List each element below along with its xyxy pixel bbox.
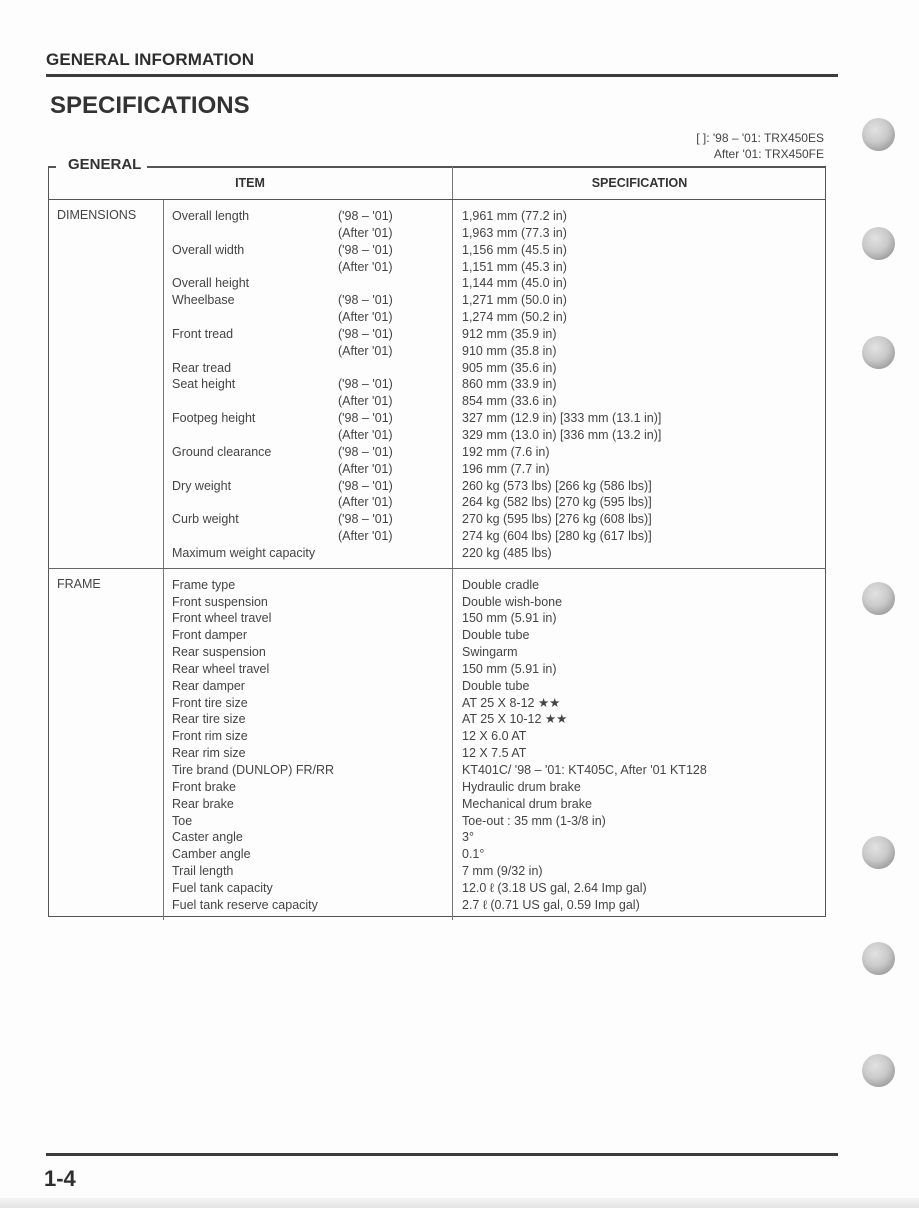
list-item: Camber angle <box>172 847 251 862</box>
list-item: Rear tire size <box>172 712 246 727</box>
list-item: Overall height <box>172 276 250 291</box>
group-label: DIMENSIONS <box>48 200 164 569</box>
list-item: Fuel tank capacity <box>172 880 273 895</box>
value-list <box>453 200 827 569</box>
list-item: (After '01) <box>338 343 393 358</box>
section-tab-dot-icon <box>862 227 895 260</box>
spec-value: Double tube <box>462 678 530 693</box>
spec-value: 150 mm (5.91 in) <box>462 661 557 676</box>
list-item: (After '01) <box>338 394 393 409</box>
list-item: Frame type <box>172 577 236 592</box>
group-label: FRAME <box>48 568 164 919</box>
section-tab-dot-icon <box>862 336 895 369</box>
list-item: Wheelbase ('98 – '01) <box>172 293 393 308</box>
spec-value: Double wish-bone <box>462 594 563 609</box>
spec-value: 1,144 mm (45.0 in) <box>462 276 567 291</box>
spec-value: Double tube <box>462 628 530 643</box>
list-item: Front tread ('98 – '01) <box>172 326 393 341</box>
legend-line-es: [ ]: '98 – '01: TRX450ES <box>696 131 824 145</box>
list-item: Rear suspension <box>172 645 266 660</box>
section-tab-dot-icon <box>862 582 895 615</box>
list-item: Maximum weight capacity <box>172 545 316 560</box>
item-list <box>164 200 453 569</box>
list-item: Front brake <box>172 779 236 794</box>
spec-value: 854 mm (33.6 in) <box>462 394 557 409</box>
list-item: (After '01) <box>338 259 393 274</box>
group-row-dimensions <box>48 200 826 569</box>
model-legend-note <box>696 130 824 162</box>
spec-value: 3° <box>462 830 474 845</box>
section-tab-dot-icon <box>862 836 895 869</box>
list-item: Front rim size <box>172 729 248 744</box>
spec-value: 196 mm (7.7 in) <box>462 461 550 476</box>
list-item: Seat height ('98 – '01) <box>172 377 393 392</box>
item-list <box>164 568 453 919</box>
list-item: Dry weight ('98 – '01) <box>172 478 393 493</box>
page-title: SPECIFICATIONS <box>50 92 250 119</box>
list-item: Rear damper <box>172 678 245 693</box>
value-list <box>453 568 827 919</box>
list-item: Front wheel travel <box>172 611 272 626</box>
list-item: Toe <box>172 813 193 828</box>
spec-value: 12 X 6.0 AT <box>462 729 527 744</box>
header-rule <box>46 74 838 77</box>
footer-rule <box>46 1153 838 1156</box>
column-header-specification: SPECIFICATION <box>453 166 827 200</box>
spec-value: 860 mm (33.9 in) <box>462 377 557 392</box>
list-item: (After '01) <box>338 310 393 325</box>
spec-value: AT 25 X 8-12 ★★ <box>462 695 561 710</box>
spec-value: KT401C/ '98 – '01: KT405C, After '01 KT128 <box>462 763 707 777</box>
list-item: (After '01) <box>338 225 393 240</box>
spec-value: 912 mm (35.9 in) <box>462 326 557 341</box>
column-header-item: ITEM <box>48 166 453 200</box>
section-tab-dot-icon <box>862 118 895 151</box>
list-item: (After '01) <box>338 529 393 544</box>
spec-value: 0.1° <box>462 847 485 862</box>
list-item: Front tire size <box>172 695 248 710</box>
spec-value: 12 X 7.5 AT <box>462 746 527 761</box>
spec-value: 270 kg (595 lbs) [276 kg (608 lbs)] <box>462 512 652 527</box>
page-bottom-edge <box>0 1198 919 1208</box>
list-item: Overall width ('98 – '01) <box>172 242 393 257</box>
list-item: Front suspension <box>172 594 268 609</box>
spec-value: 1,963 mm (77.3 in) <box>462 225 567 240</box>
list-item: Curb weight ('98 – '01) <box>172 512 393 527</box>
list-item: (After '01) <box>338 461 393 476</box>
running-head: GENERAL INFORMATION <box>46 50 255 69</box>
page-number: 1-4 <box>44 1166 76 1191</box>
spec-value: 192 mm (7.6 in) <box>462 444 550 459</box>
spec-value: 150 mm (5.91 in) <box>462 611 557 626</box>
spec-value: 327 mm (12.9 in) [333 mm (13.1 in)] <box>462 411 662 426</box>
table-header-row <box>48 166 826 200</box>
section-tab-dot-icon <box>862 1054 895 1087</box>
spec-value: 1,274 mm (50.2 in) <box>462 310 567 325</box>
legend-line-fe: After '01: TRX450FE <box>713 147 824 161</box>
spec-value: 7 mm (9/32 in) <box>462 864 543 879</box>
spec-value: Mechanical drum brake <box>462 796 592 811</box>
spec-value: 1,961 mm (77.2 in) <box>462 209 567 223</box>
spec-value: AT 25 X 10-12 ★★ <box>462 712 568 727</box>
spec-value: 1,271 mm (50.0 in) <box>462 293 567 308</box>
spec-value: 910 mm (35.8 in) <box>462 343 557 358</box>
spec-value: 905 mm (35.6 in) <box>462 360 557 375</box>
spec-value: 329 mm (13.0 in) [336 mm (13.2 in)] <box>462 427 662 442</box>
list-item: Rear wheel travel <box>172 661 270 676</box>
spec-value: Double cradle <box>462 577 540 592</box>
list-item: Rear tread <box>172 360 232 375</box>
section-label-general: GENERAL <box>68 156 142 173</box>
list-item: Rear brake <box>172 796 234 811</box>
spec-value: 1,156 mm (45.5 in) <box>462 242 567 257</box>
spec-value: Swingarm <box>462 645 518 660</box>
spec-value: 1,151 mm (45.3 in) <box>462 259 567 274</box>
list-item: (After '01) <box>338 495 393 510</box>
spec-value: 260 kg (573 lbs) [266 kg (586 lbs)] <box>462 478 652 493</box>
list-item: Caster angle <box>172 830 243 845</box>
spec-value: Hydraulic drum brake <box>462 779 581 794</box>
spec-value: 2.7 ℓ (0.71 US gal, 0.59 Imp gal) <box>462 897 640 912</box>
list-item: Front damper <box>172 628 248 643</box>
spec-value: Toe-out : 35 mm (1-3/8 in) <box>462 813 606 828</box>
spec-value: 220 kg (485 lbs) <box>462 545 552 560</box>
list-item: Footpeg height ('98 – '01) <box>172 411 393 426</box>
spec-value: 264 kg (582 lbs) [270 kg (595 lbs)] <box>462 495 652 510</box>
section-tab-dot-icon <box>862 942 895 975</box>
list-item: Trail length <box>172 864 234 879</box>
spec-value: 12.0 ℓ (3.18 US gal, 2.64 Imp gal) <box>462 880 647 895</box>
list-item: (After '01) <box>338 427 393 442</box>
specifications-table <box>48 166 826 920</box>
list-item: Rear rim size <box>172 746 246 761</box>
list-item: Overall length ('98 – '01) <box>172 209 393 223</box>
group-row-frame <box>48 568 826 919</box>
list-item: Ground clearance ('98 – '01) <box>172 444 393 459</box>
list-item: Fuel tank reserve capacity <box>172 897 318 912</box>
spec-value: 274 kg (604 lbs) [280 kg (617 lbs)] <box>462 529 652 544</box>
list-item: Tire brand (DUNLOP) FR/RR <box>172 763 335 777</box>
